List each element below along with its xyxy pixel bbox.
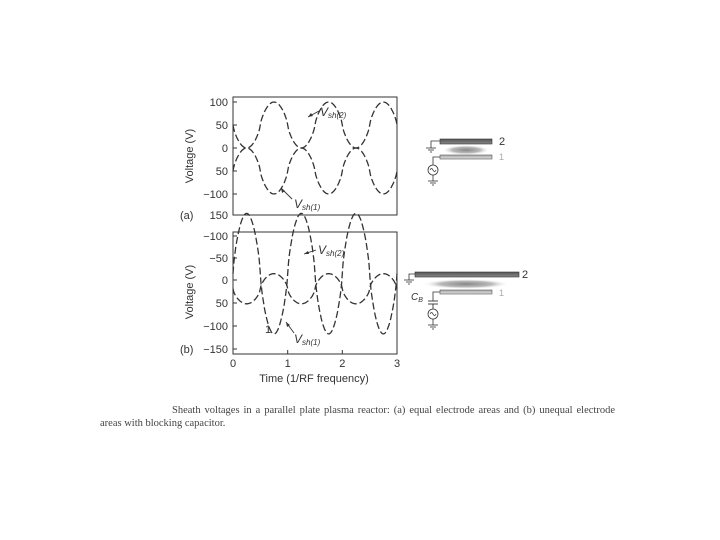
series-label-v-sh1-b	[286, 322, 321, 347]
reactor-diagram-b	[404, 269, 528, 329]
y-tick-label: −100	[203, 231, 228, 243]
y-tick-label: 50	[215, 298, 228, 310]
x-tick-label: 0	[229, 358, 237, 370]
svg-text:Vsh(2): Vsh(2)	[318, 243, 345, 258]
y-axis-label: Voltage (V)	[184, 264, 196, 320]
plasma-glow-a	[442, 145, 490, 155]
y-tick-label: 150	[209, 210, 228, 222]
curve-annotation-1: 1	[265, 324, 272, 336]
x-axis-label: Time (1/RF frequency)	[259, 373, 369, 385]
y-tick-label: 0	[221, 275, 228, 287]
blocking-capacitor-icon	[428, 301, 438, 309]
panel-a	[180, 97, 397, 222]
panel-b	[180, 213, 400, 385]
figure-caption: Sheath voltages in a parallel plate plasma reactor: (a) equal electrode areas and (b) unequal electrode areas with blocking capacitor.	[100, 405, 615, 429]
y-tick-label: 50	[215, 166, 228, 178]
electrode-label-1-a: 1	[499, 152, 505, 162]
series-label-v-sh1-a	[281, 188, 321, 212]
series-line-v-sh1-b	[233, 213, 397, 334]
electrode-2-b	[415, 272, 519, 277]
y-tick-label: −100	[203, 189, 228, 201]
capacitor-label-cb: $C_B$	[411, 292, 423, 304]
rf-source-icon	[428, 165, 438, 185]
reactor-diagram-a	[426, 136, 505, 185]
electrode-2-a	[440, 139, 492, 144]
svg-text:Vsh(1): Vsh(1)	[294, 332, 321, 347]
ground-wire-a	[426, 141, 440, 165]
y-tick-label: −150	[203, 344, 228, 356]
electrode-label-1-b: 1	[499, 288, 505, 298]
panel-label-a: (a)	[180, 210, 194, 222]
x-ticks-b	[233, 350, 397, 354]
svg-text:Vsh(2): Vsh(2)	[320, 105, 347, 120]
svg-text:Vsh(1): Vsh(1)	[294, 197, 321, 212]
series-line-v-sh2-a	[233, 102, 397, 148]
y-tick-label: −50	[209, 253, 228, 265]
y-tick-label: 50	[215, 120, 228, 132]
y-tick-label: −100	[203, 321, 228, 333]
y-axis-label: Voltage (V)	[184, 128, 196, 184]
electrode-label-2-a: 2	[499, 136, 506, 148]
series-label-v-sh2-b	[304, 243, 345, 258]
series-label-v-sh2-a	[308, 105, 347, 120]
rf-source-icon	[428, 309, 438, 329]
electrode-1-b	[440, 290, 492, 294]
electrode-1-a	[440, 155, 492, 159]
plasma-glow-b	[422, 279, 510, 289]
y-tick-label: 100	[209, 97, 228, 109]
electrode-label-2-b: 2	[522, 269, 529, 281]
x-tick-label: 1	[284, 358, 291, 370]
x-tick-label: 3	[393, 358, 401, 370]
series-line-v-sh1-a	[233, 148, 397, 194]
y-tick-label: 0	[221, 143, 228, 155]
x-tick-label: 2	[339, 358, 346, 370]
panel-label-b: (b)	[180, 344, 194, 356]
